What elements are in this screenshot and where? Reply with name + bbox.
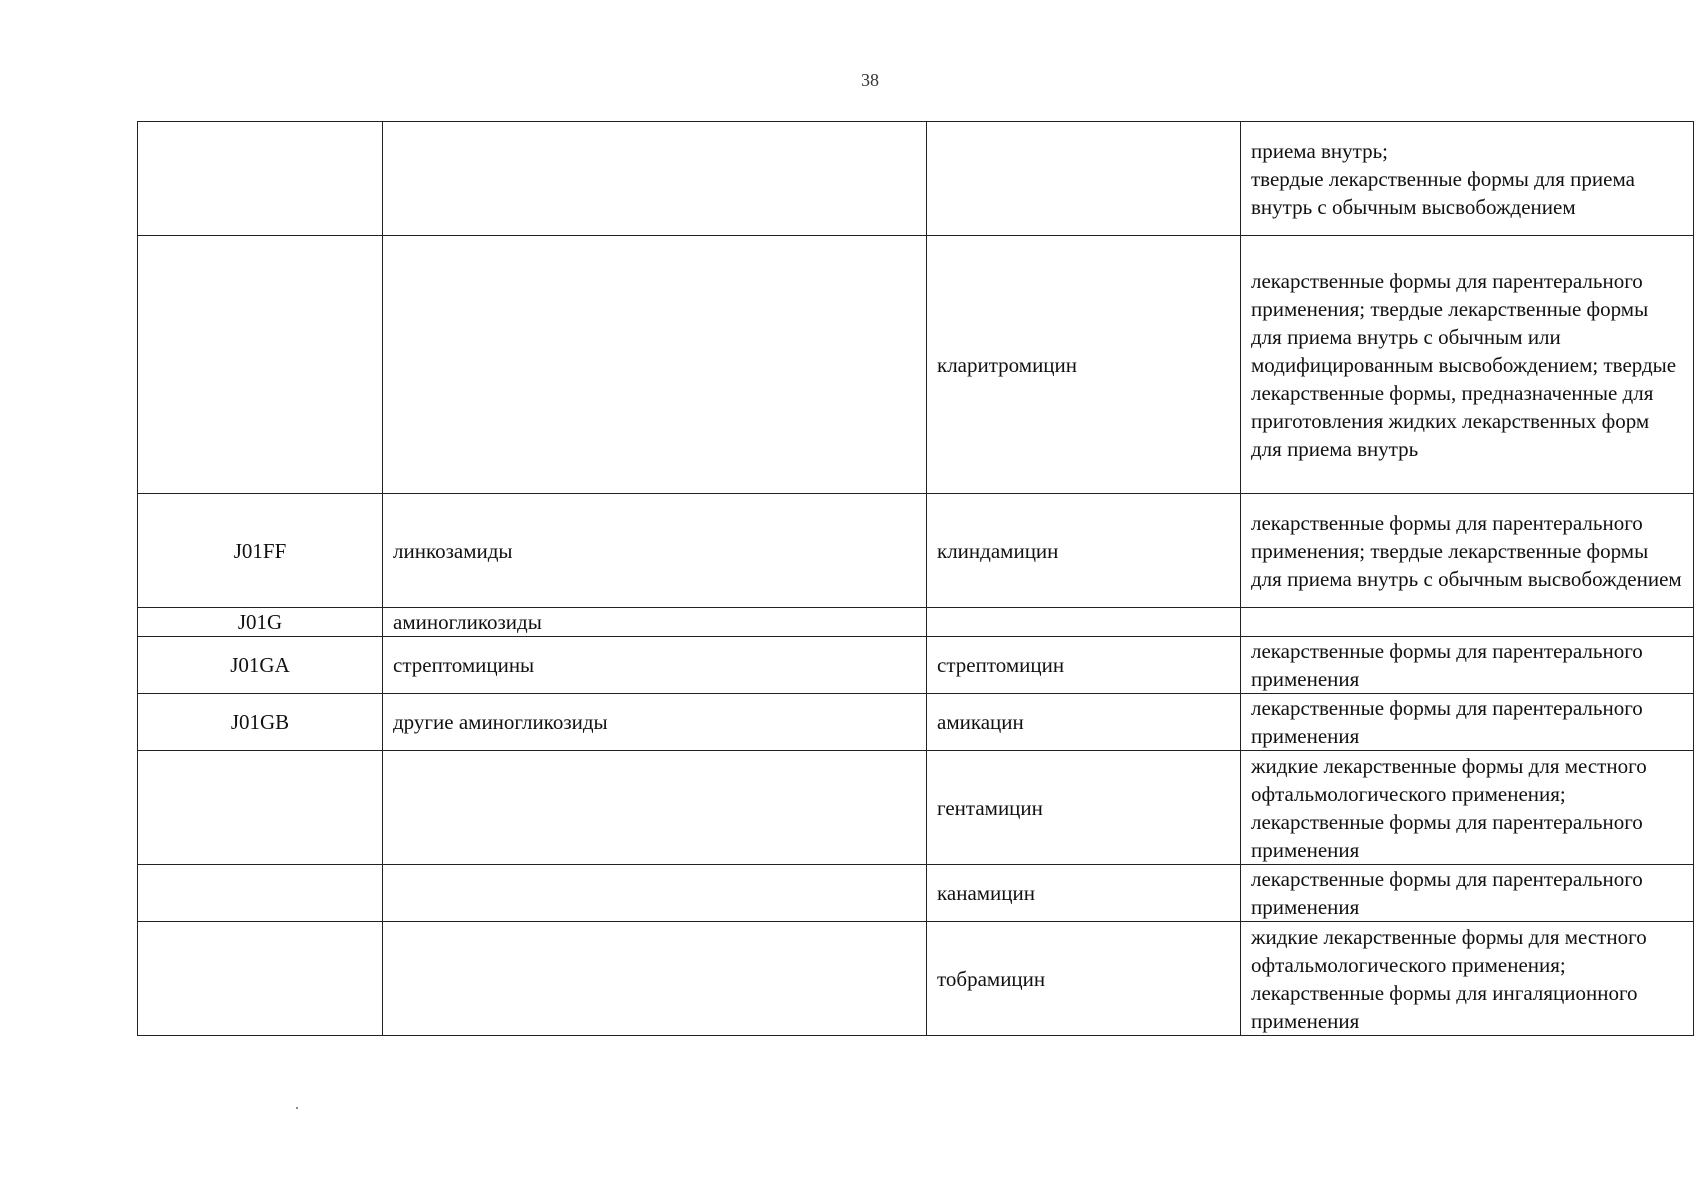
dosage-form-cell: жидкие лекарственные формы для местного офтальмологического применения; лекарственные формы для парентерального применения — [1241, 751, 1694, 865]
drug-table — [137, 121, 1694, 1036]
drug-cell: амикацин — [927, 694, 1241, 751]
scan-speck — [296, 1107, 298, 1109]
table-row — [138, 637, 1694, 694]
drug-cell: кларитромицин — [927, 236, 1241, 494]
group-cell — [383, 922, 927, 1036]
dosage-form-cell: лекарственные формы для парентерального применения; твердые лекарственные формы для приема внутрь с обычным высвобождением — [1241, 494, 1694, 608]
atc-code-cell — [138, 751, 383, 865]
dosage-form-cell: лекарственные формы для парентерального применения; твердые лекарственные формы для приема внутрь с обычным или модифицированным высвобождением; твердые лекарственные формы, предназначенные для приготовления жидких лекарственных форм для приема внутрь — [1241, 236, 1694, 494]
atc-code-cell — [138, 122, 383, 236]
table-row — [138, 608, 1694, 637]
drug-cell: стрептомицин — [927, 637, 1241, 694]
atc-code-cell: J01GA — [138, 637, 383, 694]
drug-cell: канамицин — [927, 865, 1241, 922]
page-number: 38 — [861, 70, 879, 90]
atc-code-cell — [138, 865, 383, 922]
table-row — [138, 922, 1694, 1036]
group-cell: линкозамиды — [383, 494, 927, 608]
dosage-form-cell: приема внутрь; твердые лекарственные формы для приема внутрь с обычным высвобождением — [1241, 122, 1694, 236]
drug-cell: клиндамицин — [927, 494, 1241, 608]
table-row — [138, 122, 1694, 236]
dosage-form-cell: жидкие лекарственные формы для местного офтальмологического применения; лекарственные формы для ингаляционного применения — [1241, 922, 1694, 1036]
group-cell: другие аминогликозиды — [383, 694, 927, 751]
table-row — [138, 236, 1694, 494]
dosage-form-cell: лекарственные формы для парентерального применения — [1241, 637, 1694, 694]
drug-cell: гентамицин — [927, 751, 1241, 865]
group-cell: стрептомицины — [383, 637, 927, 694]
table-row — [138, 694, 1694, 751]
atc-code-cell — [138, 236, 383, 494]
group-cell — [383, 122, 927, 236]
atc-code-cell: J01G — [138, 608, 383, 637]
table-row — [138, 494, 1694, 608]
atc-code-cell: J01FF — [138, 494, 383, 608]
dosage-form-cell — [1241, 608, 1694, 637]
group-cell — [383, 865, 927, 922]
drug-cell: тобрамицин — [927, 922, 1241, 1036]
drug-cell — [927, 608, 1241, 637]
dosage-form-cell: лекарственные формы для парентерального применения — [1241, 865, 1694, 922]
dosage-form-cell: лекарственные формы для парентерального применения — [1241, 694, 1694, 751]
drug-cell — [927, 122, 1241, 236]
atc-code-cell — [138, 922, 383, 1036]
group-cell — [383, 236, 927, 494]
group-cell: аминогликозиды — [383, 608, 927, 637]
atc-code-cell: J01GB — [138, 694, 383, 751]
group-cell — [383, 751, 927, 865]
table-row — [138, 751, 1694, 865]
table-row — [138, 865, 1694, 922]
